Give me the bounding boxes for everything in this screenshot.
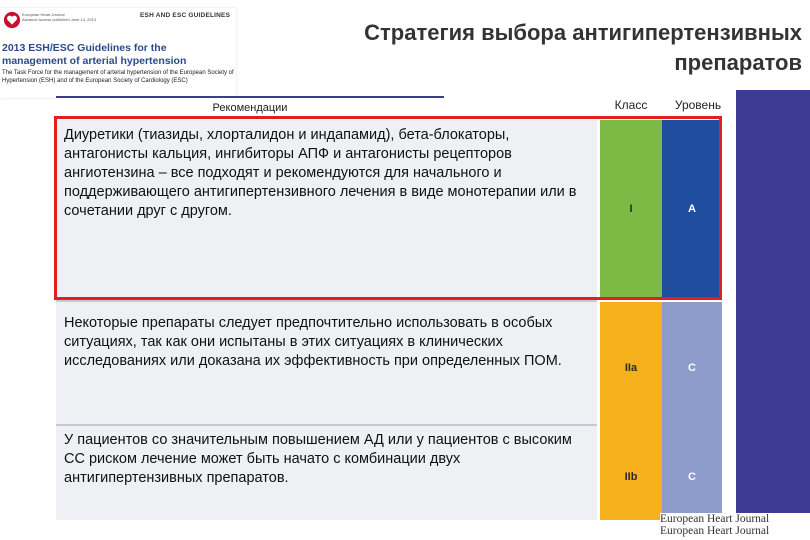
table-header-level: Уровень — [674, 98, 722, 112]
guidelines-cover-thumbnail — [0, 8, 236, 98]
publisher-text: European Heart Journal Advance Access published June 14, 2013 — [22, 12, 97, 22]
class-value: IIb — [624, 471, 638, 483]
guidelines-series-label: ESH AND ESC GUIDELINES — [140, 12, 231, 19]
european-heart-journal-logo: European Heart Journal European Heart Journal — [660, 513, 810, 540]
slide-title: Стратегия выбора антигипертензивных препаратов — [364, 20, 802, 75]
guidelines-subtitle: The Task Force for the management of arterial hypertension of the European Society of Hypertension (ESH) and of the European Society of Cardiology (ESC) — [2, 70, 234, 84]
table-header-recommendations: Рекомендации — [56, 96, 444, 116]
decorative-side-bar — [736, 90, 810, 540]
class-value: I — [629, 203, 633, 215]
recommendation-row-1: Диуретики (тиазиды, хлорталидон и индапамид), бета-блокаторы, антагонисты кальция, ингибиторы АПФ и антагонисты рецепторов ангиотензина – все подходят и рекомендуются для начального и поддерживающего антигипертензивного лечения в виде монотерапии или в сочетании друг с другом. — [56, 120, 597, 298]
recommendation-row-2: Некоторые препараты следует предпочтительно использовать в особых ситуациях, так как они испытаны в этих ситуациях в клинических исследованиях или доказана их эффективность при определенных ПОМ. — [56, 302, 597, 424]
level-cell-2 — [662, 302, 722, 434]
class-value: IIa — [624, 362, 638, 374]
guidelines-title: 2013 ESH/ESC Guidelines for the management of arterial hypertension — [2, 42, 187, 67]
table-header-class: Класс — [614, 98, 648, 112]
class-cell-2 — [600, 302, 662, 434]
heart-logo-icon — [3, 11, 21, 29]
recommendation-row-3: У пациентов со значительным повышением АД или у пациентов с высоким СС риском лечение может быть начато с комбинации двух антигипертензивных препаратов. — [56, 426, 597, 520]
highlight-frame — [54, 116, 722, 300]
class-cell-3 — [600, 434, 662, 520]
level-value: C — [688, 362, 696, 374]
level-cell-3 — [662, 434, 722, 520]
level-value: C — [688, 471, 696, 483]
level-value: A — [688, 203, 696, 215]
